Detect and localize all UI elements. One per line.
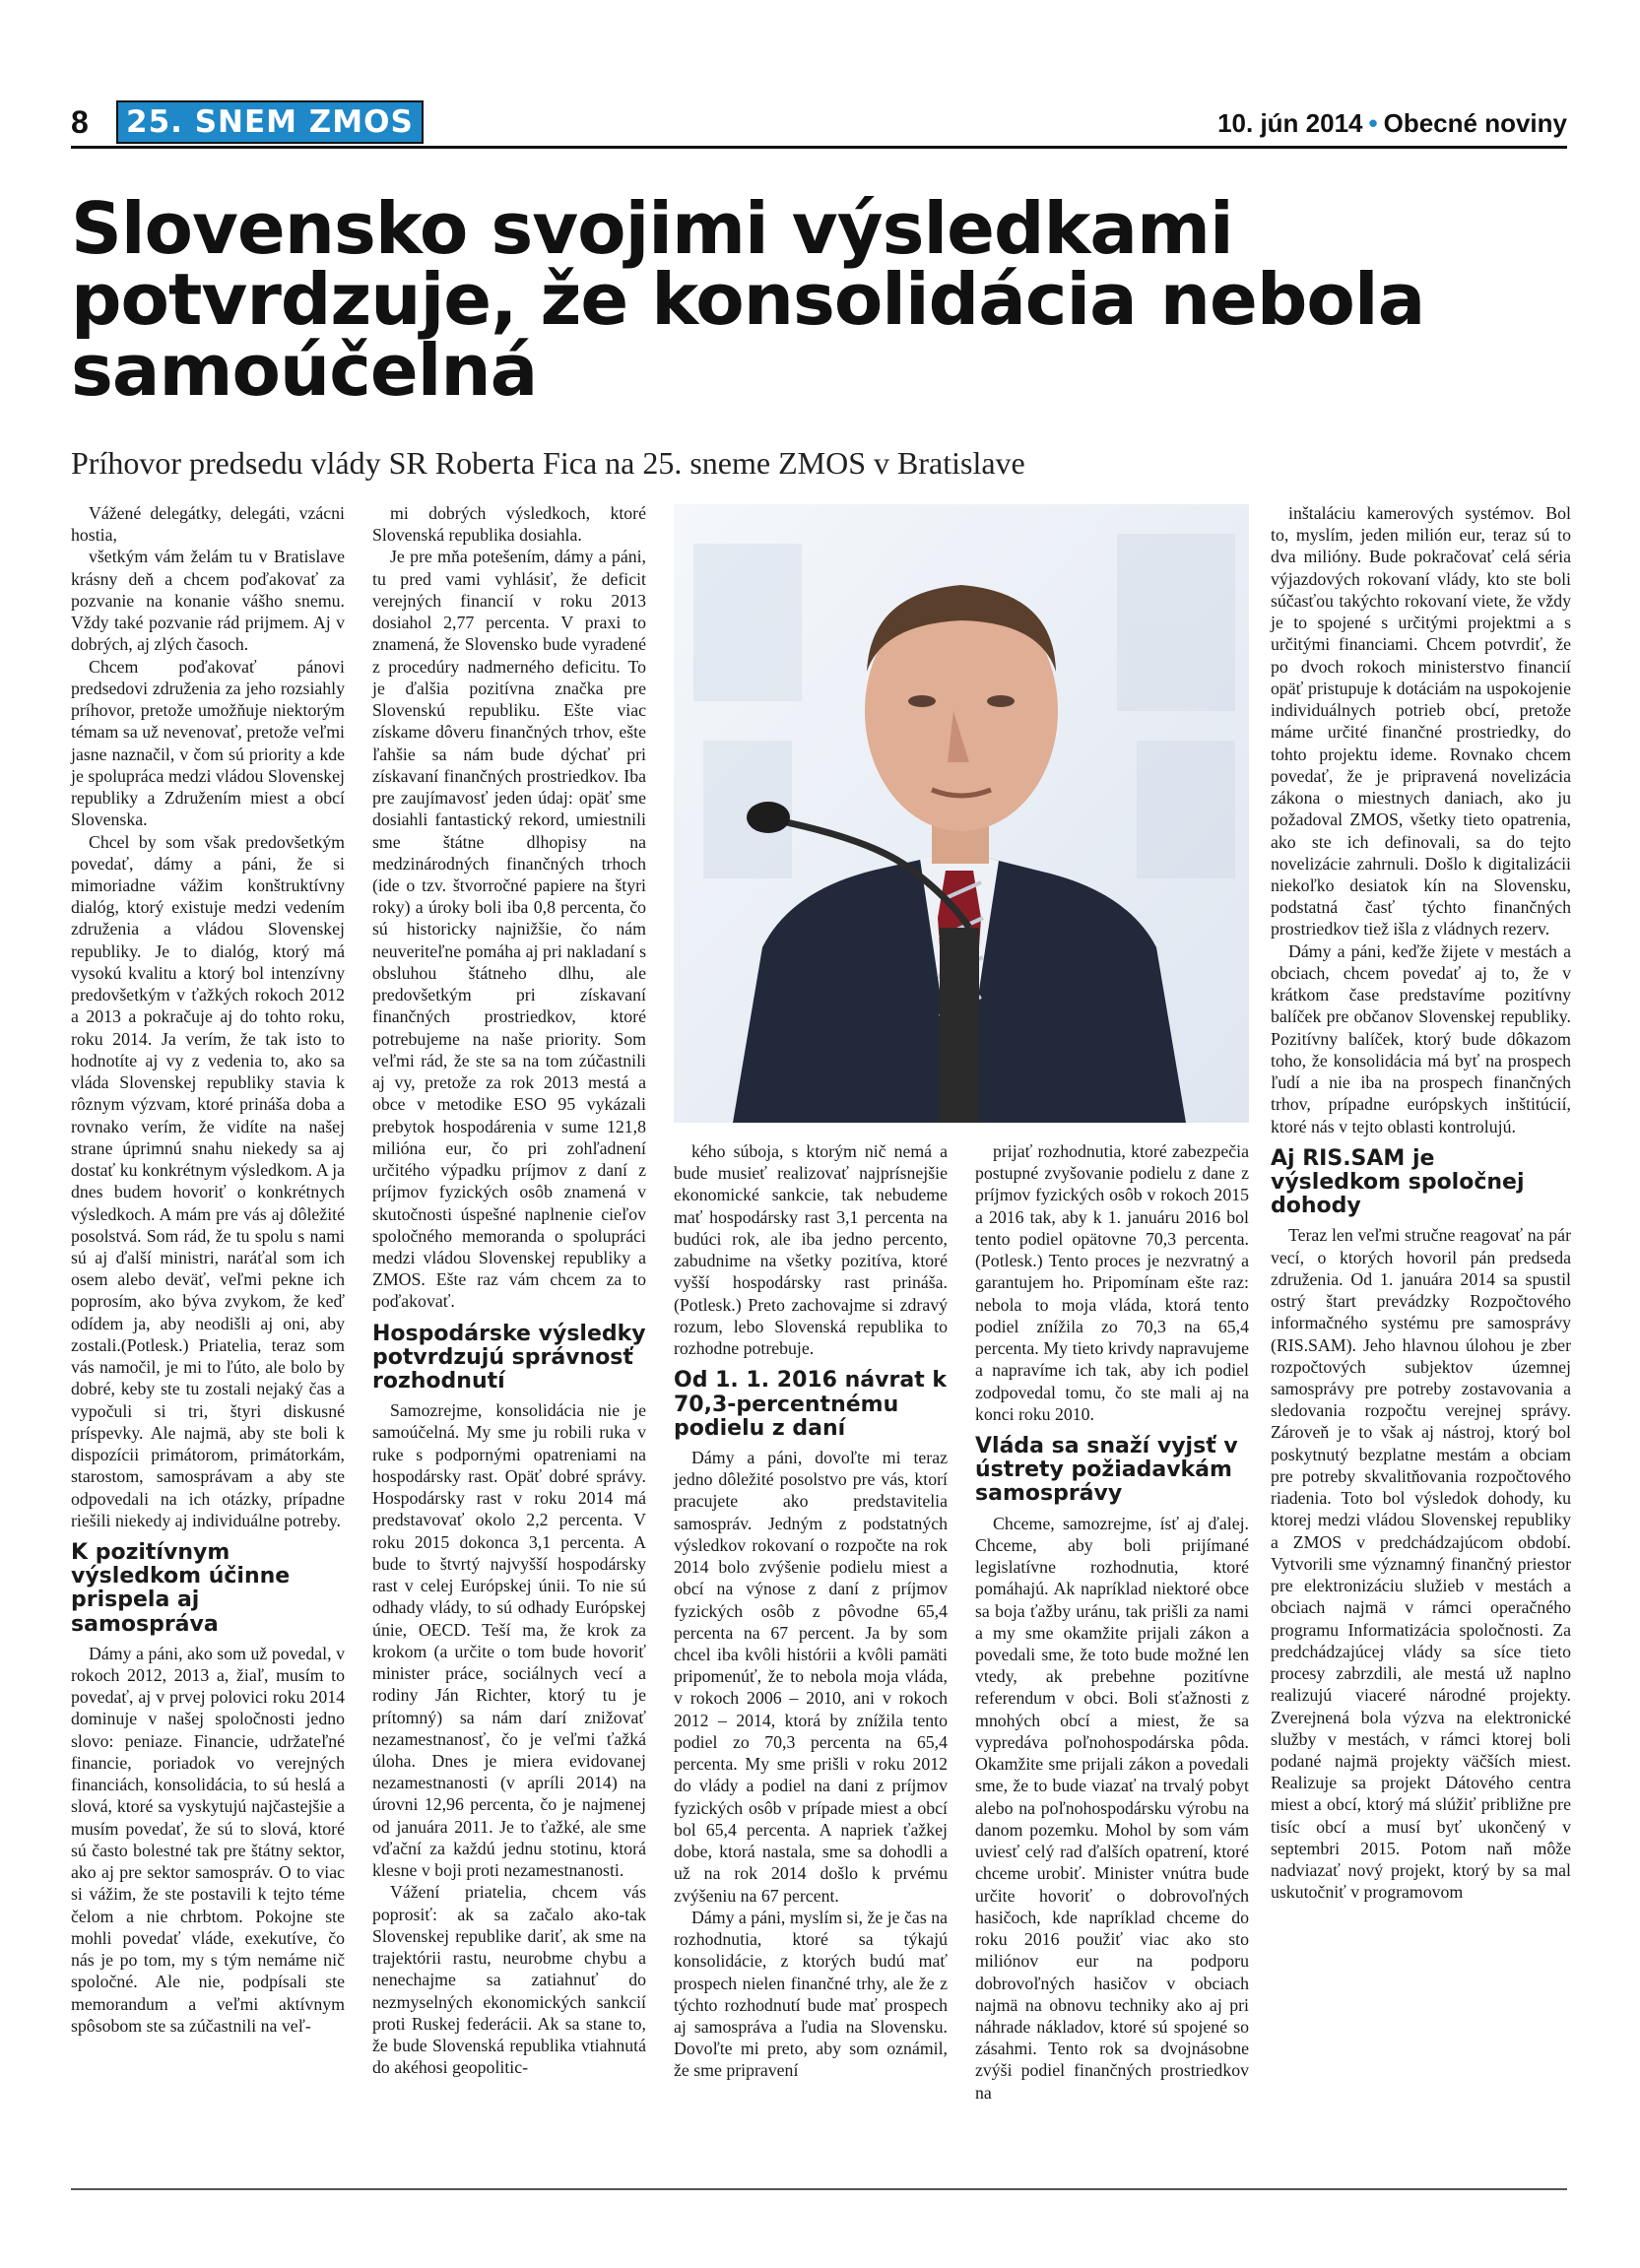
article-subtitle: Príhovor predsedu vlády SR Roberta Fica na 25. sneme ZMOS v Bratislave: [71, 445, 1025, 481]
photo-speaker-at-microphone-icon: [674, 504, 1249, 1123]
paragraph: Chceme, samozrejme, ísť aj ďalej. Chceme, aby boli prijímané legislatívne rozhodnutia, ktoré pomáhajú. Ak napríklad niektoré obce sa boja ťažby uránu, tak prišli za nami a my sme okamžite prijali zákon a povedali sme, že toto bude možné len vtedy, ak prebehne pozitívne referendum v obci. Boli sťažnosti z mnohých obcí a miest, že sa vypredáva poľnohospodárska pôda. Okamžite sme prijali zákon a povedali sme, že to bude viazať na trvalý pobyt alebo na poľnohospodársku výrobu na danom pozemku. Mohol by som vám uviesť celý rad ďalších opatrení, ktoré chceme urobiť. Minister vnútra bude určite hovoriť o dobrovoľných hasičoch, kde napríklad chceme do roku 2016 použiť viac ako sto miliónov eur na podporu dobrovoľných hasičov v obciach najmä na obnovu techniky ako aj pri náhrade nákladov, ktoré sú spojené so zásahmi. Tento rok sa dvojnásobne zvýši podiel finančných prostriedkov na: [975, 1513, 1249, 2103]
subheading: Vláda sa snaží vyjsť v ústrety požiadavkám samosprávy: [975, 1434, 1238, 1507]
paragraph: všetkým vám želám tu v Bratislave krásny deň a chcem poďakovať za pozvanie na konanie vášho snemu. Vždy také pozvanie rád prijmem. Aj v dobrých, aj zlých časoch.: [71, 547, 345, 655]
paragraph: Dámy a páni, myslím si, že je čas na rozhodnutia, ktoré sa týkajú konsolidácie, z ktorých budú mať prospech nielen finančné trhy, ale že z týchto rozhodnutí bude mať prospech aj samospráva a ľudia na Slovensku. Dovoľte mi preto, aby som oznámil, že sme pripravení: [674, 1907, 948, 2081]
subheading: Od 1. 1. 2016 návrat k 70,3-percentnému podielu z daní: [674, 1368, 947, 1441]
column-3: [674, 1140, 948, 2082]
column-4: [975, 1140, 1249, 2104]
paragraph: Je pre mňa potešením, dámy a páni, tu pred vami vyhlásiť, že deficit verejných financií v roku 2013 dosiahol 2,77 percenta. V praxi to znamená, že Slovensko bude vyradené z procedúry nadmerného deficitu. To je ďalšia pozitívna značka pre Slovenskú republiku. Ešte viac získame dôveru finančných trhov, ešte ľahšie sa nám bude dýchať pri získavaní finančných prostriedkov. Iba pre zaujímavosť jeden údaj: opäť sme dosiahli fantastický rekord, umiestnili sme štátne dlhopisy na medzinárodných finančných trhoch (ide o tzv. štvorročné papiere na štyri roky) a úroky boli iba 0,8 percenta, čo sú historicky najnižšie, čo nám neuveriteľne pomáha aj pri nakladaní s obsluhou štátneho dlhu, ale predovšetkým pri získavaní finančných prostriedkov, ktoré potrebujeme na naše priority. Som veľmi rád, že ste sa na tom zúčastnili aj vy, pretože za rok 2013 mestá a obce v metodike ESO 95 vykázali prebytok hospodárenia v sume 121,8 milióna eur, čo pri zohľadnení určitého výpadku príjmov z daní z príjmov fyzických osôb znamená v skutočnosti úspešné naplnenie cieľov spoločného memoranda o spolupráci medzi vládou Slovenskej republiky a ZMOS. Ešte raz vám chcem za to poďakovať.: [372, 547, 646, 1312]
paragraph: kého súboja, s ktorým nič nemá a bude musieť realizovať najprísnejšie ekonomické sankcie, tak nebudeme mať hospodársky rast 3,1 percenta na budúci rok, ale iba jedno percento, zabudnime na všetky pozitíva, ktoré vyšší hospodársky rast prináša. (Potlesk.) Preto zachovajme si zdravý rozum, lebo Slovenská republika to rozhodne potrebuje.: [674, 1141, 948, 1359]
column-2: [372, 502, 646, 2079]
paragraph: Vážení priatelia, chcem vás poprosiť: ak sa začalo ako-tak Slovenskej republike dariť, ak sme na trajektórii rastu, neurobme chybu a nenechajme sa zatiahnuť do nezmyselných ekonomických sankcií proti Ruskej federácii. Ak sa stane to, že bude Slovenská republika vtiahnutá do akéhosi geopolitic-: [372, 1882, 646, 2078]
page-number: 8: [71, 104, 89, 140]
subheading: K pozitívnym výsledkom účinne prispela aj samospráva: [71, 1540, 291, 1637]
publication-name: Obecné noviny: [1383, 108, 1567, 138]
paragraph: prijať rozhodnutia, ktoré zabezpečia postupné zvyšovanie podielu z dane z príjmov fyzických osôb v rokoch 2015 a 2016 tak, aby k 1. januáru 2016 bol tento podiel opätovne 70,3 percenta. (Potlesk.) Tento proces je nezvratný a garantujem ho. Pripomínam ešte raz: nebola to moja vláda, ktorá tento podiel znížila zo 70,3 na 65,4 percenta. My tieto krivdy napravujeme a napravíme ich tak, aby ich podiel zodpovedal tomu, čo ste mali aj na konci roku 2010.: [975, 1141, 1249, 1424]
subheading: Aj RIS.SAM je výsledkom spoločnej dohody: [1271, 1145, 1525, 1219]
paragraph: Dámy a páni, dovoľte mi teraz jedno dôležité posolstvo pre vás, ktorí pracujete ako predstavitelia samospráv. Jedným z podstatných výsledkov rokovaní o rozpočte na rok 2014 bolo zvýšenie podielu miest a obcí na výnose z daní z príjmov fyzických osôb z pôvodne 65,4 percenta na 67 percent. Ja by som chcel iba kvôli histórii a kvôli pamäti pripomenúť, že to nebola moja vláda, v rokoch 2006 – 2010, ani v rokoch 2012 – 2014, ktorá by znížila tento podiel zo 70,3 percenta na 65,4 percenta. My sme prišli v roku 2012 do vlády a podiel na dani z príjmov fyzických osôb v prípade miest a obcí bol 65,4 percenta. A napriek ťažkej dobe, ktorá nastala, sme sa dohodli a už na rok 2014 došlo k prvému zvýšeniu na 67 percent.: [674, 1447, 948, 1906]
paragraph: Dámy a páni, ako som už povedal, v rokoch 2012, 2013 a, žiaľ, musím to povedať, aj v prvej polovici roku 2014 dominuje v našej spoločnosti jedno slovo: peniaze. Financie, udržateľné financie, poriadok vo verejných financiách, konsolidácia, to sú heslá a slová, ktoré sa vyskytujú najčastejšie a musím povedať, že sú to slová, ktoré sú často bolestné tak pre štátny sektor, ako aj pre sektor samospráv. O to viac si vážim, že ste postavili k tejto téme čelom a nie chrbtom. Pokojne ste mohli povedať vláde, exekutíve, čo nás je po tom, my s tým nemáme nič spoločné. Ale nie, podpísali ste memorandum a veľmi aktívnym spôsobom ste sa zúčastnili na veľ-: [71, 1643, 345, 2036]
header-separator: •: [1368, 108, 1378, 138]
paragraph: Chcem poďakovať pánovi predsedovi združenia za jeho rozsiahly príhovor, pretože umožňuje niektorým témam sa už nevenovať, pretože veľmi jasne naznačil, v čom sú priority a kde je spolupráca medzi vládou Slovenskej republiky a Združením miest a obcí Slovenska.: [71, 656, 345, 830]
article-title: Slovensko svojimi výsledkami potvrdzuje, že konsolidácia nebola samoúčelná: [71, 187, 1425, 412]
issue-date: 10. jún 2014: [1217, 108, 1363, 138]
paragraph: mi dobrých výsledkoch, ktoré Slovenská republika dosiahla.: [372, 503, 646, 546]
footer-rule: [71, 2188, 1567, 2190]
header-info: [1217, 108, 1567, 139]
subheading: Hospodárske výsledky potvrdzujú správnosť rozhodnutí: [372, 1321, 646, 1394]
paragraph: Teraz len veľmi stručne reagovať na pár vecí, o ktorých hovoril pán predseda združenia. Od 1. januára 2014 sa spustil ostrý štart prevádzky Rozpočtového informačného systému pre samosprávy (RIS.SAM). Jeho hlavnou úlohou je zber rozpočtových subjektov územnej samosprávy pre potreby zostavovania a sledovania rozpočtu verejnej správy. Zároveň je to však aj nástroj, ktorý bol poskytnutý bezplatne mestám a obciam pre potreby skvalitňovania rozpočtového riadenia. Toto bol výsledok dohody, ku ktorej medzi vládou Slovenskej republiky a ZMOS v predchádzajúcom období. Vytvorili sme významný finančný priestor pre elektronizáciu služieb v mestách a obciach najmä v rámci operačného programu Informatizácia spoločnosti. Za predchádzajúcej vlády sa síce tieto procesy zabrzdili, ale mestá už naplno realizujú viaceré národné projekty. Zverejnená bola výzva na elektronické služby v mestách, v rámci ktorej boli podané najmä projekty väčších miest. Realizuje sa projekt Dátového centra miest a obcí, ktorý má slúžiť približne pre tisíc obcí a musí byť ukončený v septembri 2015. Potom naň môže nadviazať nový projekt, ktorý by sa mal uskutočniť v programovom: [1271, 1225, 1571, 1903]
section-label: 25. SNEM ZMOS: [116, 100, 424, 144]
speaker-photo: [674, 504, 1249, 1123]
paragraph: Vážené delegátky, delegáti, vzácni hostia,: [71, 503, 345, 546]
column-1: [71, 502, 345, 2037]
paragraph: Dámy a páni, keďže žijete v mestách a obciach, chcem povedať aj to, že v krátkom čase predstavíme pozitívny balíček pre občanov Slovenskej republiky. Pozitívny balíček, ktorý bude dôkazom toho, že konsolidácia má byť na prospech ľudí a nie iba na prospech finančných trhov, prípadne európskych inštitúcií, ktoré nás v tejto oblasti kontrolujú.: [1271, 940, 1571, 1136]
column-5: [1271, 502, 1571, 1904]
paragraph: Chcel by som však predovšetkým povedať, dámy a páni, že si mimoriadne vážim konštruktívny dialóg, ktorý existuje medzi vedením združenia a vládou Slovenskej republiky. Je to dialóg, ktorý má vysokú kvalitu a ktorý bol intenzívny predovšetkým v ťažkých rokoch 2012 a 2013 a pokračuje aj do tohto roku, roku 2014. Ja verím, že tak isto to hodnotíte aj vy z vedenia to, ako sa vláda Slovenskej republiky stavia k rôznym výzvam, ktoré prináša doba a rovnako verím, že vidíte na našej strane úprimnú snahu niekedy sa aj dostať ku konkrétnym výsledkom. A ja dnes budem hovoriť o konkrétnych výsledkoch. A mám pre vás aj dôležité posolstvá. Som rád, že tu spolu s nami sú aj ďalší ministri, naráťal som ich osem alebo deväť, veľmi pekne ich poprosím, ako býva zvykom, že keď odídem ja, aby neodišli aj oni, aby zostali.(Potlesk.) Priatelia, teraz som vás namočil, je mi to ľúto, ale bolo by dobré, keby ste tu zostali nejaký čas a vypočuli si tri, štyri diskusné príspevky. Ale najmä, aby ste boli k dispozícii primátorom, primátorkám, starostom, samosprávam a aby ste odpovedali na ich otázky, prípadne riešili niekedy aj individuálne potreby.: [71, 831, 345, 1530]
header-rule: [71, 146, 1567, 149]
paragraph: Samozrejme, konsolidácia nie je samoúčelná. My sme ju robili ruka v ruke s podpornými opatreniami na hospodársky rast. Opäť dobré správy. Hospodársky rast v roku 2014 má predstavovať okolo 2,2 percenta. V roku 2015 dokonca 3,1 percenta. A bude to štvrtý najvyšší hospodársky rast v celej Európskej únii. To nie sú odhady vlády, to sú odhady Európskej únie, OECD. Teší ma, že krok za krokom (a určite o tom bude hovoriť minister práce, sociálnych vecí a rodiny Ján Richter, ktorý tu je prítomný) sa nám darí znižovať nezamestnanosť, čo je veľmi ťažká úloha. Dnes je miera evidovanej nezamestnanosti (v apríli 2014) na úrovni 12,96 percenta, čo je najmenej od januára 2011. Je to ťažké, ale sme vďační za každú jednu stotinu, ktorá klesne v boji proti nezamestnanosti.: [372, 1400, 646, 1881]
paragraph: inštaláciu kamerových systémov. Bol to, myslím, jeden milión eur, teraz sú to dva milióny. Bude pokračovať celá séria výjazdových rokovaní vlády, kto ste boli súčasťou takýchto rokovaní viete, že vždy je to spojené s určitými projektmi a s určitými financiami. Chcem potvrdiť, že po dvoch rokoch ministerstvo financií opäť pristupuje k dotáciám na uspokojenie individuálnych potrieb obcí, pretože máme určité finančné prostriedky, do tohto projektu ideme. Rovnako chcem povedať, že je pripravená novelizácia zákona o miestnych daniach, ako ju požadoval ZMOS, všetky tieto opatrenia, ako ste ich definovali, sa do tejto novelizácie zahrnuli. Došlo k digitalizácii niekoľko desiatok kín na Slovensku, podstatná časť týchto finančných prostriedkov tiež išla z vládnych rezerv.: [1271, 503, 1571, 940]
